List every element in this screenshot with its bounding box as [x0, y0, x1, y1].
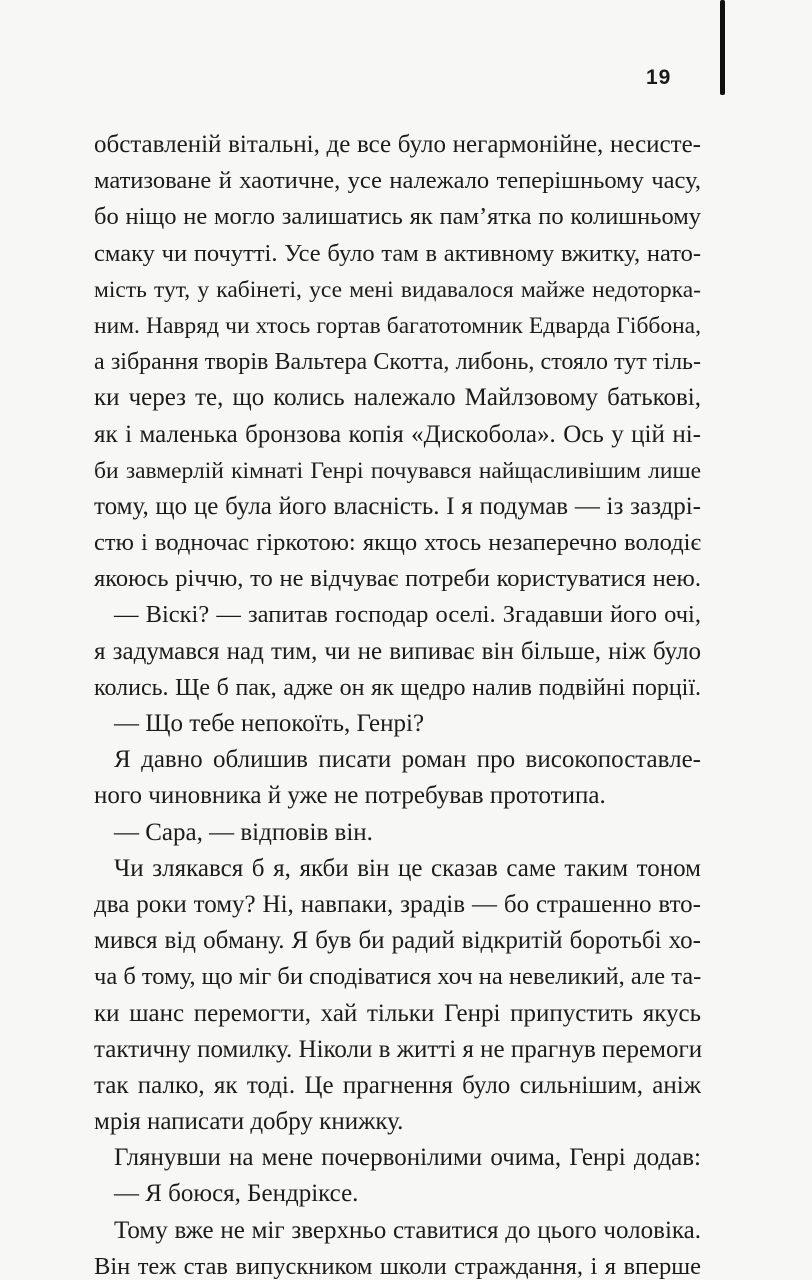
text-line: а зібрання творів Вальтера Скотта, либонь, стояло тут тіль- [94, 349, 701, 376]
text-line: ним. Навряд чи хтось гортав багатотомник Едварда Гіббона, [94, 312, 701, 339]
text-line: мість тут, у кабінеті, усе мені видавалося майже недоторка- [94, 276, 701, 303]
text-line: мився від обману. Я був би радий відкритій боротьбі хо- [94, 927, 701, 955]
body-text [94, 127, 701, 1280]
text-line: — Я боюся, Бендріксе. [114, 1180, 359, 1208]
text-line: тактичну помилку. Ніколи в житті я не прагнув перемоги [94, 1035, 703, 1063]
text-line: ки через те, що колись належало Майлзовому батькові, [94, 384, 701, 412]
text-line: — Віскі? — запитав господар оселі. Згадавши його очі, [114, 601, 701, 629]
text-line: матизоване й хаотичне, усе належало теперішньому часу, [94, 167, 701, 195]
text-line: ного чиновника й уже не потребував прототипа. [94, 782, 606, 810]
text-line: так палко, як тоді. Це прагнення було сильнішим, аніж [94, 1071, 701, 1099]
text-line: смаку чи почутті. Усе було там в активному вжитку, нато- [94, 239, 701, 267]
text-line: Тому вже не міг зверхньо ставитися до цього чоловіка. [114, 1216, 701, 1244]
page-number: 19 [646, 66, 672, 89]
text-line: ча б тому, що міг би сподіватися хоч на невеликий, але та- [94, 963, 702, 991]
text-line: — Що тебе непокоїть, Генрі? [114, 710, 425, 737]
text-line: я задумався над тим, чи не випиває він більше, ніж було [94, 637, 701, 665]
text-line: Я давно облишив писати роман про високопоставле- [114, 746, 701, 774]
text-line: Чи злякався б я, якби він це сказав саме таким тоном [114, 854, 701, 882]
text-line: стю і водночас гіркотою: якщо хтось незаперечно володіє [94, 529, 701, 557]
text-line: два роки тому? Ні, навпаки, зрадів — бо страшенно вто- [94, 890, 701, 918]
page-edge-mark [720, 0, 725, 95]
text-line: як і маленька бронзова копія «Дискобола». Ось у цій ні- [94, 420, 701, 448]
text-line: Він теж став випускником школи страждання, і я вперше [94, 1252, 701, 1280]
text-line: Глянувши на мене почервонілими очима, Генрі додав: [114, 1144, 701, 1172]
text-line: обставленій вітальні, де все було негармонійне, несисте- [94, 131, 701, 158]
text-line: — Сара, — відповів він. [114, 818, 373, 846]
text-line: би завмерлій кімнаті Генрі почувався найщасливішим лише [94, 457, 701, 484]
text-line: мрія написати добру книжку. [94, 1108, 404, 1136]
text-line: тому, що це була його власність. І я подумав — із заздрі- [94, 492, 701, 520]
text-line: якоюсь річчю, то не відчуває потреби користуватися нею. [94, 565, 701, 593]
text-line: бо ніщо не могло залишатись як пам’ятка по колишньому [94, 203, 701, 231]
text-line: ки шанс перемогти, хай тільки Генрі припустить якусь [94, 999, 701, 1027]
text-line: колись. Ще б пак, адже он як щедро налив подвійні порції. [94, 674, 701, 701]
